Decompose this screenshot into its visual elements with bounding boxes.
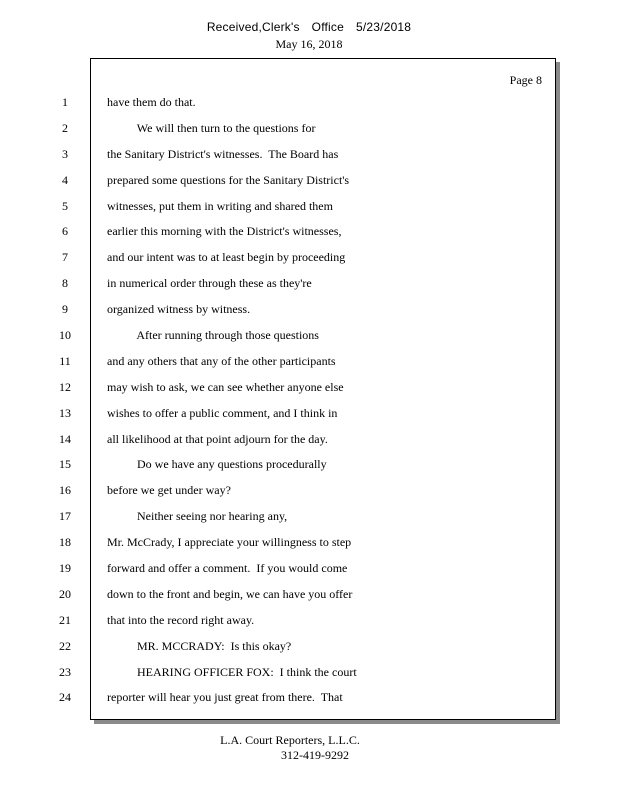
line-number: 16 [59,483,71,498]
transcript-line [0,116,618,142]
line-text: Neither seeing nor hearing any, [107,509,288,524]
line-number: 6 [62,224,68,239]
transcript-line [0,323,618,349]
transcript-line [0,375,618,401]
line-text: and our intent was to at least begin by proceeding [107,250,346,265]
line-text: Do we have any questions procedurally [107,457,327,472]
stamp-received: Received,Clerk's [206,20,300,34]
transcript-line [0,219,618,245]
transcript-line [0,427,618,453]
line-text: organized witness by witness. [107,302,251,317]
line-text: all likelihood at that point adjourn for the day. [107,431,328,446]
transcript-line [0,90,618,116]
transcript-line [0,349,618,375]
line-number: 14 [59,431,71,446]
transcript-line [0,297,618,323]
transcript-lines [0,90,618,711]
stamp-office: Office [311,20,344,34]
transcript-line [0,271,618,297]
line-text: the Sanitary District's witnesses. The Board has [107,146,339,161]
transcript-line [0,685,618,711]
transcript-line [0,452,618,478]
line-number: 5 [62,198,68,213]
line-number: 21 [59,612,71,627]
transcript-line [0,478,618,504]
line-number: 22 [59,638,71,653]
line-text: earlier this morning with the District's witnesses, [107,224,342,239]
line-text: forward and offer a comment. If you would come [107,561,348,576]
transcript-line [0,556,618,582]
stamp-date: 5/23/2018 [356,20,412,34]
footer-phone: 312-419-9292 [281,748,349,762]
line-number: 8 [62,276,68,291]
line-text: and any others that any of the other participants [107,353,336,368]
line-number: 3 [62,146,68,161]
transcript-line [0,530,618,556]
transcript-line [0,660,618,686]
line-text: MR. MCCRADY: Is this okay? [107,638,292,653]
transcript-line [0,582,618,608]
hearing-date: May 16, 2018 [275,37,343,51]
line-number: 15 [59,457,71,472]
line-text: in numerical order through these as they're [107,276,312,291]
line-text: that into the record right away. [107,612,255,627]
line-number: 24 [59,690,71,705]
transcript-line [0,168,618,194]
line-number: 1 [62,95,68,109]
transcript-line [0,504,618,530]
line-number: 20 [59,586,71,601]
line-number: 2 [62,120,68,135]
transcript-line [0,142,618,168]
line-number: 11 [59,353,71,368]
received-stamp [0,20,618,34]
line-text: may wish to ask, we can see whether anyone else [107,379,344,394]
line-number: 19 [59,561,71,576]
line-number: 17 [59,509,71,524]
line-number: 12 [59,379,71,394]
line-number: 4 [62,172,68,187]
page-number: Page 8 [509,73,542,87]
transcript-line [0,608,618,634]
line-text: prepared some questions for the Sanitary District's [107,172,350,187]
line-text: have them do that. [107,95,196,109]
line-number: 9 [62,302,68,317]
line-text: We will then turn to the questions for [107,120,316,135]
transcript-line [0,245,618,271]
line-text: reporter will hear you just great from there. That [107,690,343,705]
line-number: 13 [59,405,71,420]
line-number: 23 [59,664,71,679]
footer-company: L.A. Court Reporters, L.L.C. [220,733,360,747]
transcript-line [0,634,618,660]
line-text: witnesses, put them in writing and shared them [107,198,333,213]
line-text: before we get under way? [107,483,231,498]
line-number: 7 [62,250,68,265]
line-number: 10 [59,328,71,343]
line-text: Mr. McCrady, I appreciate your willingness to step [107,535,352,550]
transcript-line [0,194,618,220]
line-text: down to the front and begin, we can have you offer [107,586,353,601]
line-text: After running through those questions [107,328,319,343]
line-text: HEARING OFFICER FOX: I think the court [107,664,357,679]
transcript-line [0,401,618,427]
line-text: wishes to offer a public comment, and I think in [107,405,338,420]
line-number: 18 [59,535,71,550]
